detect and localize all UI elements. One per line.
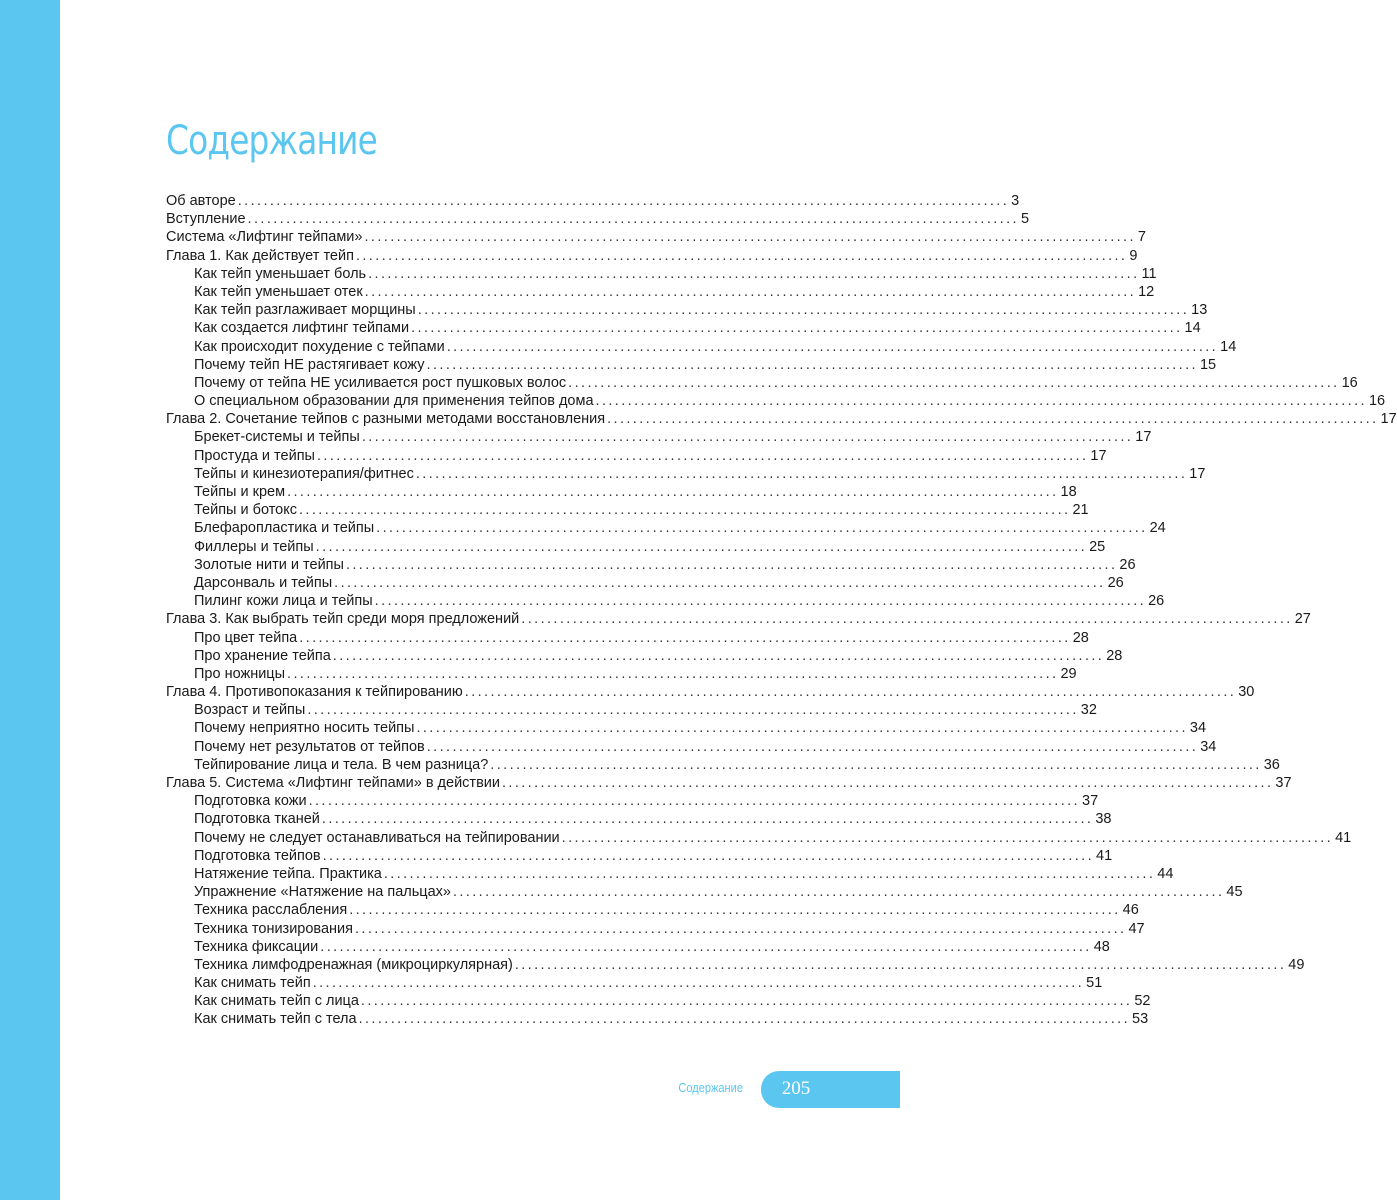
- toc-page-number: 12: [1138, 283, 1155, 300]
- toc-subentry: [166, 465, 1206, 483]
- toc-entry-title: Подготовка тканей: [194, 811, 320, 828]
- toc-page-number: 30: [1238, 684, 1255, 701]
- toc-page-number: 27: [1294, 611, 1311, 628]
- toc-entry-title: Система «Лифтинг тейпами»: [166, 229, 363, 246]
- toc-page-number: 17: [1135, 429, 1152, 446]
- toc-page-number: 26: [1148, 593, 1165, 610]
- toc-entry-title: Почему от тейпа НЕ усиливается рост пушковых волос: [194, 374, 567, 391]
- toc-subentry: [166, 501, 1089, 519]
- toc-entry-title: Натяжение тейпа. Практика: [194, 865, 382, 882]
- toc-entry: [166, 683, 1255, 701]
- toc-leader-dots: ........................................................................................................................: [308, 793, 1080, 810]
- toc-subentry: [166, 629, 1089, 647]
- toc-subentry: [166, 392, 1386, 410]
- toc-subentry: [166, 665, 1077, 683]
- toc-entry-title: Дарсонваль и тейпы: [194, 574, 333, 591]
- toc-leader-dots: ........................................................................................................................: [287, 665, 1059, 682]
- page-title: Содержание: [166, 118, 378, 164]
- toc-leader-dots: ........................................................................................................................: [364, 283, 1137, 300]
- toc-entry-title: Об авторе: [166, 193, 236, 209]
- toc-entry: [166, 774, 1292, 792]
- toc-subentry: [166, 447, 1107, 465]
- toc-page-number: 37: [1082, 793, 1099, 810]
- toc-leader-dots: ........................................................................................................................: [568, 374, 1340, 391]
- toc-entry-title: Техника расслабления: [194, 902, 348, 919]
- toc-page-number: 41: [1335, 829, 1352, 846]
- toc-entry-title: Простуда и тейпы: [194, 447, 315, 464]
- toc-leader-dots: ........................................................................................................................: [383, 865, 1156, 882]
- toc-subentry: [166, 538, 1106, 556]
- toc-subentry: [166, 792, 1099, 810]
- toc-leader-dots: ........................................................................................................................: [355, 920, 1127, 937]
- toc-entry-title: Про ножницы: [194, 665, 286, 682]
- toc-subentry: [166, 338, 1237, 356]
- toc-subentry: [166, 901, 1139, 919]
- toc-page-number: 3: [1011, 193, 1020, 209]
- toc-page-number: 17: [1380, 411, 1397, 428]
- toc-entry-title: Почему тейп НЕ растягивает кожу: [194, 356, 425, 373]
- toc-leader-dots: ........................................................................................................................: [349, 902, 1121, 919]
- toc-subentry: [166, 956, 1305, 974]
- toc-leader-dots: ........................................................................................................................: [595, 393, 1367, 410]
- toc-subentry: [166, 301, 1208, 319]
- left-accent-bar: [0, 0, 60, 1200]
- toc-entry-title: Брекет-системы и тейпы: [194, 429, 360, 446]
- toc-leader-dots: ........................................................................................................................: [315, 538, 1088, 555]
- toc-entry-title: Вступление: [166, 211, 246, 228]
- toc-subentry: [166, 756, 1280, 774]
- toc-entry-title: Глава 4. Противопоказания к тейпированию: [166, 684, 463, 701]
- toc-page-number: 28: [1072, 629, 1089, 646]
- toc-page-number: 44: [1157, 865, 1174, 882]
- toc-entry-title: Почему неприятно носить тейпы: [194, 720, 415, 737]
- toc-subentry: [166, 865, 1174, 883]
- toc-page-number: 53: [1132, 1011, 1149, 1028]
- toc-entry-title: Глава 2. Сочетание тейпов с разными методами восстановления: [166, 411, 606, 428]
- toc-entry-title: Тейпы и ботокс: [194, 502, 297, 519]
- toc-entry-title: Тейпы и крем: [194, 484, 286, 500]
- toc-leader-dots: ........................................................................................................................: [322, 847, 1095, 864]
- toc-page-number: 16: [1341, 374, 1358, 391]
- toc-leader-dots: ........................................................................................................................: [307, 702, 1079, 719]
- toc-entry-title: Как тейп уменьшает боль: [194, 265, 367, 282]
- toc-leader-dots: ........................................................................................................................: [287, 484, 1059, 500]
- toc-entry-title: Глава 3. Как выбрать тейп среди моря предложений: [166, 611, 520, 628]
- toc-leader-dots: ........................................................................................................................: [247, 211, 1019, 228]
- toc-leader-dots: ........................................................................................................................: [521, 611, 1293, 628]
- toc-entry-title: Про хранение тейпа: [194, 647, 331, 664]
- toc-subentry: [166, 319, 1201, 337]
- toc-entry-title: Техника фиксации: [194, 938, 319, 955]
- toc-page-number: 7: [1137, 229, 1146, 246]
- toc-entry-title: Про цвет тейпа: [194, 629, 298, 646]
- toc-leader-dots: ........................................................................................................................: [561, 829, 1334, 846]
- toc-leader-dots: ........................................................................................................................: [321, 811, 1094, 828]
- toc-subentry: [166, 992, 1151, 1010]
- toc-leader-dots: ........................................................................................................................: [501, 775, 1274, 791]
- toc-page-number: 24: [1149, 520, 1166, 537]
- toc-leader-dots: ........................................................................................................................: [332, 647, 1105, 664]
- toc-page-number: 46: [1122, 902, 1139, 919]
- toc-entry-title: Как снимать тейп с лица: [194, 993, 359, 1010]
- toc-subentry: [166, 883, 1243, 901]
- toc-entry: [166, 228, 1146, 246]
- toc-entry-title: Возраст и тейпы: [194, 702, 306, 719]
- toc-subentry: [166, 265, 1157, 283]
- toc-leader-dots: ........................................................................................................................: [415, 465, 1188, 482]
- toc-subentry: [166, 829, 1352, 847]
- toc-entry: [166, 410, 1397, 428]
- toc-entry-title: Техника лимфодренажная (микроциркулярная): [194, 956, 513, 973]
- toc-entry-title: Как тейп разглаживает морщины: [194, 302, 416, 319]
- toc-leader-dots: ........................................................................................................................: [374, 593, 1147, 610]
- toc-leader-dots: ........................................................................................................................: [514, 956, 1287, 973]
- toc-leader-dots: ........................................................................................................................: [358, 1011, 1131, 1028]
- toc-page-number: 34: [1189, 720, 1207, 737]
- toc-entry-title: Золотые нити и тейпы: [194, 556, 344, 573]
- toc-entry-title: Пилинг кожи лица и тейпы: [194, 593, 373, 610]
- toc-entry-title: Как тейп уменьшает отек: [194, 283, 363, 300]
- toc-entry-title: Подготовка тейпов: [194, 847, 321, 864]
- toc-page-number: 52: [1134, 993, 1151, 1010]
- toc-leader-dots: ........................................................................................................................: [426, 356, 1198, 373]
- toc-entry-title: Филлеры и тейпы: [194, 538, 314, 555]
- toc-leader-dots: ........................................................................................................................: [345, 556, 1118, 573]
- toc-page-number: 15: [1199, 356, 1217, 373]
- toc-entry-title: Как снимать тейп с тела: [194, 1011, 357, 1028]
- toc-subentry: [166, 1010, 1149, 1028]
- toc-page-number: 32: [1080, 702, 1097, 719]
- toc-page-number: 5: [1020, 211, 1030, 228]
- toc-subentry: [166, 374, 1358, 392]
- toc-entry: [166, 247, 1138, 265]
- toc-entry-title: Глава 1. Как действует тейп: [166, 247, 354, 264]
- toc-subentry: [166, 519, 1166, 537]
- toc-page-number: 49: [1288, 956, 1305, 973]
- toc-entry: [166, 610, 1311, 628]
- toc-page-number: 18: [1060, 484, 1077, 500]
- toc-subentry: [166, 574, 1124, 592]
- toc-leader-dots: ........................................................................................................................: [237, 193, 1010, 209]
- toc-page-number: 51: [1086, 975, 1103, 992]
- toc-subentry: [166, 428, 1152, 446]
- toc-page-number: 48: [1093, 938, 1110, 955]
- table-of-contents: [166, 192, 1397, 1029]
- toc-subentry: [166, 283, 1155, 301]
- toc-subentry: [166, 592, 1165, 610]
- toc-leader-dots: ........................................................................................................................: [334, 574, 1106, 591]
- toc-page-number: 25: [1089, 538, 1106, 555]
- toc-subentry: [166, 810, 1112, 828]
- toc-page-number: 13: [1191, 302, 1208, 319]
- toc-leader-dots: ........................................................................................................................: [299, 629, 1071, 646]
- toc-subentry: [166, 556, 1136, 574]
- toc-subentry: [166, 356, 1217, 374]
- toc-leader-dots: ........................................................................................................................: [364, 229, 1136, 246]
- toc-entry-title: Тейпирование лица и тела. В чем разница?: [194, 756, 489, 773]
- toc-page-number: 14: [1220, 338, 1237, 355]
- toc-leader-dots: ........................................................................................................................: [416, 720, 1188, 737]
- toc-entry-title: Техника тонизирования: [194, 920, 353, 937]
- toc-subentry: [166, 974, 1103, 992]
- toc-subentry: [166, 701, 1097, 719]
- toc-entry-title: Как происходит похудение с тейпами: [194, 338, 445, 355]
- toc-page-number: 17: [1090, 447, 1107, 464]
- toc-subentry: [166, 847, 1113, 865]
- toc-entry-title: Тейпы и кинезиотерапия/фитнес: [194, 465, 414, 482]
- toc-entry: [166, 192, 1020, 210]
- toc-page-number: 14: [1184, 320, 1201, 337]
- toc-subentry: [166, 938, 1110, 956]
- toc-entry-title: Почему не следует останавливаться на тейпировании: [194, 829, 560, 846]
- toc-leader-dots: ........................................................................................................................: [316, 447, 1089, 464]
- toc-leader-dots: ........................................................................................................................: [376, 520, 1148, 537]
- toc-page-number: 21: [1072, 502, 1089, 519]
- toc-entry: [166, 210, 1030, 228]
- toc-entry-title: Как создается лифтинг тейпами: [194, 320, 410, 337]
- toc-leader-dots: ........................................................................................................................: [417, 302, 1190, 319]
- toc-page-number: 41: [1096, 847, 1113, 864]
- toc-leader-dots: ........................................................................................................................: [320, 938, 1092, 955]
- toc-page-number: 9: [1129, 247, 1138, 264]
- toc-entry-title: Упражнение «Натяжение на пальцах»: [194, 884, 451, 901]
- toc-leader-dots: ........................................................................................................................: [355, 247, 1128, 264]
- toc-leader-dots: ........................................................................................................................: [361, 429, 1134, 446]
- toc-leader-dots: ........................................................................................................................: [446, 338, 1219, 355]
- toc-page-number: 36: [1263, 756, 1280, 773]
- toc-page-number: 38: [1095, 811, 1112, 828]
- toc-subentry: [166, 920, 1145, 938]
- toc-subentry: [166, 738, 1217, 756]
- toc-page-number: 34: [1200, 738, 1217, 755]
- toc-entry-title: Глава 5. Система «Лифтинг тейпами» в действии: [166, 775, 500, 791]
- page-number-tab: [761, 1071, 900, 1108]
- toc-entry-title: Блефаропластика и тейпы: [194, 520, 375, 537]
- toc-page-number: 11: [1141, 265, 1157, 282]
- toc-subentry: [166, 719, 1207, 737]
- toc-entry-title: О специальном образовании для применения тейпов дома: [194, 393, 594, 410]
- toc-leader-dots: ........................................................................................................................: [360, 993, 1133, 1010]
- toc-entry-title: Как снимать тейп: [194, 975, 311, 992]
- toc-leader-dots: ........................................................................................................................: [490, 756, 1262, 773]
- page-number: 205: [781, 1078, 811, 1099]
- toc-page-number: 26: [1107, 574, 1124, 591]
- toc-leader-dots: ........................................................................................................................: [607, 411, 1379, 428]
- toc-page-number: 37: [1275, 775, 1292, 791]
- toc-page-number: 45: [1226, 884, 1243, 901]
- toc-leader-dots: ........................................................................................................................: [452, 884, 1225, 901]
- toc-page-number: 16: [1368, 393, 1386, 410]
- toc-leader-dots: ........................................................................................................................: [312, 975, 1085, 992]
- toc-leader-dots: ........................................................................................................................: [299, 502, 1071, 519]
- toc-page-number: 26: [1119, 556, 1136, 573]
- toc-leader-dots: ........................................................................................................................: [411, 320, 1183, 337]
- toc-page-number: 47: [1128, 920, 1145, 937]
- toc-entry-title: Почему нет результатов от тейпов: [194, 738, 425, 755]
- toc-leader-dots: ........................................................................................................................: [464, 684, 1237, 701]
- running-footer-label: Содержание: [678, 1080, 743, 1095]
- toc-page-number: 28: [1106, 647, 1123, 664]
- toc-entry-title: Подготовка кожи: [194, 793, 307, 810]
- toc-page-number: 17: [1189, 465, 1206, 482]
- toc-subentry: [166, 483, 1077, 501]
- toc-page-number: 29: [1060, 665, 1077, 682]
- toc-leader-dots: ........................................................................................................................: [426, 738, 1199, 755]
- toc-subentry: [166, 647, 1123, 665]
- toc-leader-dots: ........................................................................................................................: [368, 265, 1140, 282]
